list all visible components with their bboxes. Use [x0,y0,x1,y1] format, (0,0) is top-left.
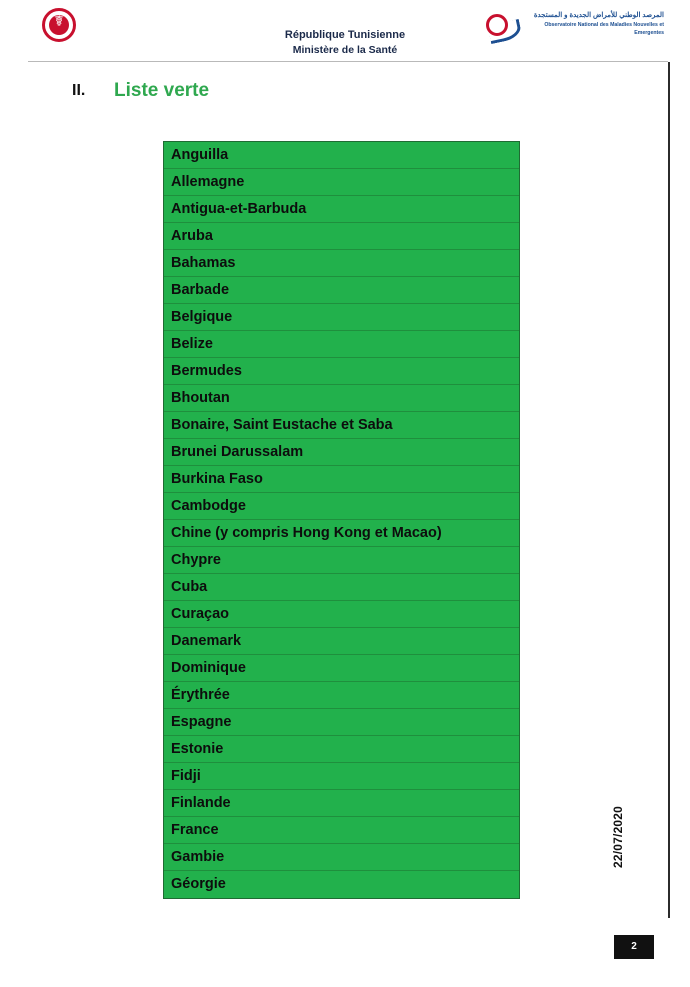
green-country-list [163,141,520,899]
list-item: Brunei Darussalam [164,439,519,466]
list-item: Aruba [164,223,519,250]
observatory-mark-icon [484,12,518,46]
country-line: République Tunisienne [284,29,406,41]
list-item: Érythrée [164,682,519,709]
page-title: Liste verte [114,80,210,101]
list-item: Cuba [164,574,519,601]
list-item: Fidji [164,763,519,790]
observatory-logo [484,8,664,52]
list-item: Anguilla [164,142,519,169]
document-date: 22/07/2020 [611,805,625,868]
observatory-french-title: Observatoire National des Maladies Nouvelles et Emergentes [544,21,664,36]
list-item: Chypre [164,547,519,574]
page-number-badge: 2 [614,935,654,959]
list-item: Belize [164,331,519,358]
list-item: Dominique [164,655,519,682]
list-item: Barbade [164,277,519,304]
page-header [0,0,690,62]
ministry-seal-icon [42,8,78,44]
list-item: Bermudes [164,358,519,385]
header-center-text [180,28,510,58]
list-item: Bahamas [164,250,519,277]
observatory-arabic-title: المرصد الوطني للأمراض الجديدة و المستجدة [533,12,664,19]
list-item: Danemark [164,628,519,655]
list-item: Gambie [164,844,519,871]
list-item: France [164,817,519,844]
list-item: Estonie [164,736,519,763]
list-item: Finlande [164,790,519,817]
list-item: Curaçao [164,601,519,628]
list-item: Chine (y compris Hong Kong et Macao) [164,520,519,547]
list-item: Géorgie [171,876,226,892]
list-item: Bhoutan [164,385,519,412]
list-item: Cambodge [164,493,519,520]
list-item: Belgique [164,304,519,331]
header-divider [28,61,668,62]
section-number: II. [72,82,86,99]
list-item: Bonaire, Saint Eustache et Saba [164,412,519,439]
observatory-text [524,12,664,38]
list-item: Espagne [164,709,519,736]
list-item: Burkina Faso [164,466,519,493]
section-heading [72,80,572,108]
right-margin-rule [668,62,670,918]
ministry-line: Ministère de la Santé [292,44,398,56]
list-item: Allemagne [164,169,519,196]
seal-glyph: ☤ [53,12,65,30]
list-item: Antigua-et-Barbuda [164,196,519,223]
